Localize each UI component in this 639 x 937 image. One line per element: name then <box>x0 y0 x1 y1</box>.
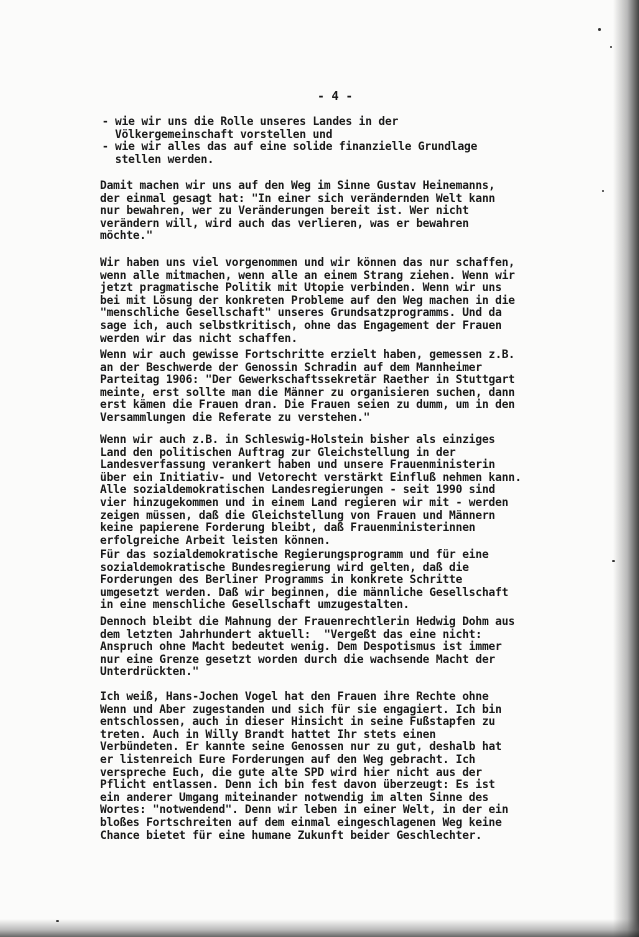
paragraph: Ich weiß, Hans-Jochen Vogel hat den Frauen ihre Rechte ohne Wenn und Aber zugestanden und sich für sie engagiert. Ich bin entschlossen, auch in dieser Hinsicht in seine Fußstapfen zu treten. Auch in Willy Brandt hattet Ihr stets einen Verbündeten. Er kannte seine Genossen nur zu gut, deshalb hat er listenreich Eure Forderungen auf den Weg gebracht. Ich verspreche Euch, die gute alte SPD wird hier nicht aus der Pflicht entlassen. Denn ich bin fest davon überzeugt: Es ist ein anderer Umgang miteinander notwendig im alten Sinne des Wortes: "notwendend". Denn wir leben in einer Welt, in der ein bloßes Fortschreiten auf dem einmal eingeschlagenen Weg keine Chance bietet für eine humane Zukunft beider Geschlechter. <box>100 690 509 842</box>
bullet-list <box>102 116 570 166</box>
paragraph: Für das sozialdemokratische Regierungsprogramm und für eine sozialdemokratische Bundesregierung wird gelten, daß die Forderungen des Berliner Programms in konkrete Schritte umgesetzt werden. Daß wir beginnen, die männliche Gesellschaft in eine menschliche Gesellschaft umzugestalten. <box>100 548 509 612</box>
paragraph: Damit machen wir uns auf den Weg im Sinne Gustav Heinemanns, der einmal gesagt hat: "In einer sich verändernden Welt kann nur bewahren, wer zu Veränderungen bereit ist. Wer nicht verändern will, wird auch das verlieren, was er bewahren möchte." <box>100 179 496 243</box>
scan-shadow-bottom <box>0 919 639 937</box>
list-item-text: wie wir alles das auf eine solide finanzielle Grundlage stellen werden. <box>115 140 478 166</box>
dash-bullet-icon: - <box>102 140 109 154</box>
paragraph: Wenn wir auch z.B. in Schleswig-Holstein bisher als einziges Land den politischen Auftrag zur Gleichstellung in der Landesverfassung verankert haben und unsere Frauenministerin über ein Initiativ- und Vetorecht verstärkt Einfluß nehmen kann. Alle sozialdemokratischen Landesregierungen - seit 1990 sind vier hinzugekommen und in einem Land regieren wir mit - werden zeigen müssen, daß die Gleichstellung von Frauen und Männern keine papierene Forderung bleibt, daß Frauenministerinnen erfolgreiche Arbeit leisten können. <box>100 433 522 547</box>
scan-speck <box>602 190 604 192</box>
list-item <box>102 116 570 141</box>
scan-speck <box>56 920 59 922</box>
scan-speck <box>610 46 612 48</box>
list-item <box>102 141 570 166</box>
paragraph: Dennoch bleibt die Mahnung der Frauenrechtlerin Hedwig Dohm aus dem letzten Jahrhundert aktuell: "Vergeßt das eine nicht: Anspruch ohne Macht bedeutet wenig. Dem Despotismus ist immer nur eine Grenze gesetzt worden durch die wachsende Macht der Unterdrückten." <box>100 615 515 679</box>
page-number: - 4 - <box>317 89 353 103</box>
scan-speck <box>612 560 615 562</box>
list-item-text: wie wir uns die Rolle unseres Landes in der Völkergemeinschaft vorstellen und <box>115 115 399 141</box>
scan-shadow-right <box>613 0 639 937</box>
scan-speck <box>598 28 601 31</box>
dash-bullet-icon: - <box>102 115 109 128</box>
paragraph: Wir haben uns viel vorgenommen und wir können das nur schaffen, wenn alle mitmachen, wenn alle an einem Strang ziehen. Wenn wir jetzt pragmatische Politik mit Utopie verbinden. Wenn wir uns bei mit Lösung der konkreten Probleme auf den Weg machen in die "menschliche Gesellschaft" unseres Grundsatzprogramms. Und da sage ich, auch selbstkritisch, ohne das Engagement der Frauen werden wir das nicht schaffen. <box>100 256 515 345</box>
paragraph: Wenn wir auch gewisse Fortschritte erzielt haben, gemessen z.B. an der Beschwerde der Genossin Schradin auf dem Mannheimer Parteitag 1906: "Der Gewerkschaftssekretär Raether in Stuttgart meinte, erst sollte man die Männer zu organisieren suchen, dann erst kämen die Frauen dran. Die Frauen seien zu dumm, um in den Versammlungen die Referate zu verstehen." <box>100 348 515 424</box>
